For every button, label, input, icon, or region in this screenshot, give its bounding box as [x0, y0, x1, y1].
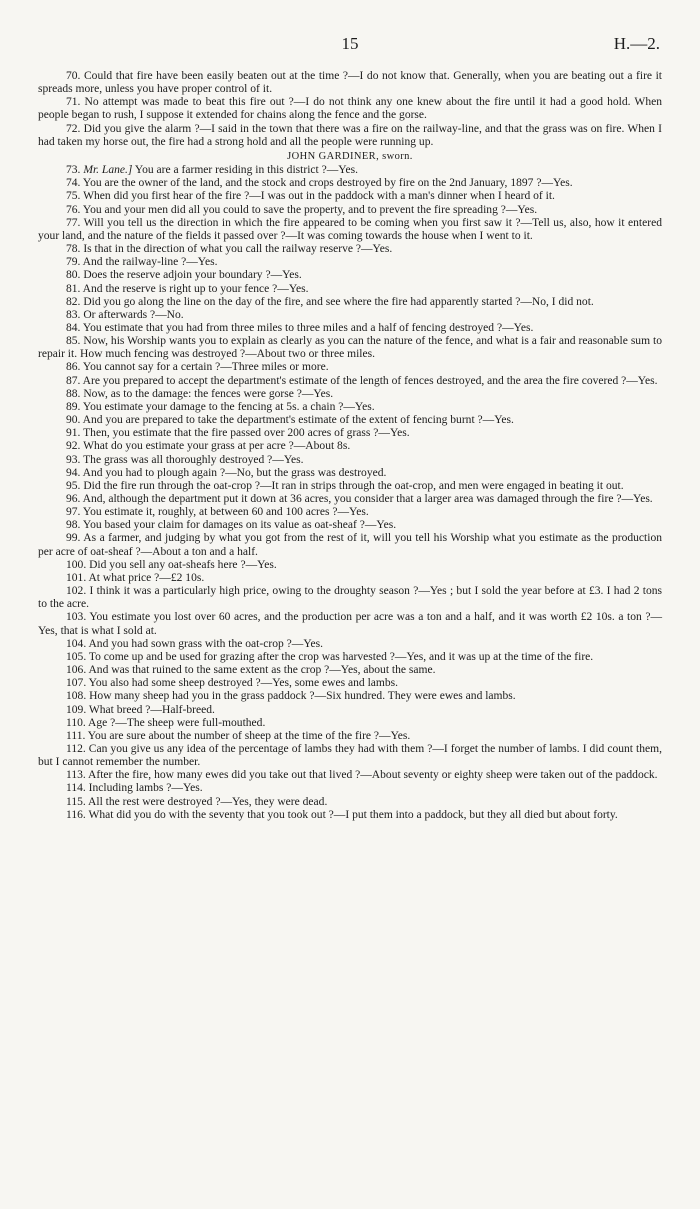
page-number: 15 — [341, 34, 359, 53]
question-answer-paragraph: 79. And the railway-line ?—Yes. — [66, 256, 218, 269]
question-answer-paragraph: 113. After the fire, how many ewes did you take out that lived ?—About seventy or eighty sheep were taken out of the paddock. — [66, 769, 658, 782]
question-answer-paragraph: 112. Can you give us any idea of the percentage of lambs they had with them ?—I forget the number of lambs. I did count them, but I cannot remember the number. — [38, 742, 662, 769]
question-answer-paragraph: 76. You and your men did all you could to save the property, and to prevent the fire spreading ?—Yes. — [66, 203, 538, 216]
question-answer-paragraph: 72. Did you give the alarm ?—I said in the town that there was a fire on the railway-line, and that the grass was on fire. When I had taken my horse out, the fire had a strong hold and all the people were running up. — [38, 122, 662, 148]
question-answer-paragraph: 93. The grass was all thoroughly destroyed ?—Yes. — [66, 453, 304, 466]
question-answer-paragraph: 111. You are sure about the number of sheep at the time of the fire ?—Yes. — [66, 729, 411, 742]
question-answer-paragraph: 85. Now, his Worship wants you to explain as clearly as you can the nature of the fence, and what is a fair and reasonable sum to repair it. How much fencing was destroyed ?—About two or three miles. — [38, 335, 662, 361]
question-answer-paragraph: 74. You are the owner of the land, and the stock and crops destroyed by fire on the 2nd January, 1897 ?—Yes. — [66, 177, 573, 190]
question-answer-paragraph: 88. Now, as to the damage: the fences were gorse ?—Yes. — [66, 387, 334, 400]
question-answer-paragraph: 92. What do you estimate your grass at per acre ?—About 8s. — [66, 440, 351, 453]
question-73 — [38, 164, 662, 177]
question-answer-paragraph: 116. What did you do with the seventy that you took out ?—I put them into a paddock, but they all died but about forty. — [66, 808, 618, 821]
question-answer-paragraph: 109. What breed ?—Half-breed. — [66, 703, 215, 716]
question-answer-paragraph: 80. Does the reserve adjoin your boundary ?—Yes. — [66, 269, 302, 282]
question-answer-paragraph: 75. When did you first hear of the fire ?—I was out in the paddock with a man's dinner when I heard of it. — [66, 190, 555, 203]
question-answer-paragraph: 100. Did you sell any oat-sheafs here ?—Yes. — [66, 558, 277, 571]
question-answer-paragraph: 107. You also had some sheep destroyed ?—Yes, some ewes and lambs. — [66, 677, 399, 690]
question-answer-paragraph: 98. You based your claim for damages on its value as oat-sheaf ?—Yes. — [66, 519, 397, 532]
evidence-text — [38, 70, 662, 822]
question-answer-paragraph: 96. And, although the department put it down at 36 acres, you consider that a larger area was damaged through the fire ?—Yes. — [66, 493, 653, 505]
question-answer-paragraph: 70. Could that fire have been easily beaten out at the time ?—I do not know that. Generally, when you are beating out a fire it spreads more, unless you have proper control of it. — [38, 70, 662, 96]
question-text: You are a farmer residing in this district ?—Yes. — [134, 164, 358, 177]
question-answer-paragraph: 95. Did the fire run through the oat-crop ?—It ran in strips through the oat-crop, and men were engaged in beating it out. — [66, 479, 624, 492]
paragraph-group-b — [38, 177, 662, 822]
question-answer-paragraph: 82. Did you go along the line on the day of the fire, and see where the fire had apparently started ?—No, I did not. — [66, 295, 594, 308]
question-answer-paragraph: 99. As a farmer, and judging by what you got from the rest of it, will you tell his Worship what you estimate as the production per acre of oat-sheaf ?—About a ton and a half. — [38, 532, 662, 558]
question-answer-paragraph: 106. And was that ruined to the same extent as the crop ?—Yes, about the same. — [66, 664, 436, 677]
question-answer-paragraph: 89. You estimate your damage to the fencing at 5s. a chain ?—Yes. — [66, 400, 375, 413]
question-answer-paragraph: 78. Is that in the direction of what you call the railway reserve ?—Yes. — [66, 243, 393, 256]
question-answer-paragraph: 71. No attempt was made to beat this fire out ?—I do not think any one knew about the fire until it had a good hold. When people began to rush, I suppose it extended for chains along the fence and the gorse. — [38, 96, 662, 122]
speaker-label: Mr. Lane.] — [83, 164, 133, 177]
question-answer-paragraph: 101. At what price ?—£2 10s. — [66, 571, 205, 584]
question-answer-paragraph: 81. And the reserve is right up to your fence ?—Yes. — [66, 282, 309, 295]
question-answer-paragraph: 77. Will you tell us the direction in which the fire appeared to be coming when you first saw it ?—Tell us, also, how it entered your land, and the nature of the fields it passed over ?—It was coming towards the house when I went to it. — [38, 216, 662, 242]
question-answer-paragraph: 90. And you are prepared to take the department's estimate of the extent of fencing burnt ?—Yes. — [66, 414, 514, 427]
question-answer-paragraph: 114. Including lambs ?—Yes. — [66, 782, 203, 795]
question-answer-paragraph: 87. Are you prepared to accept the department's estimate of the length of fences destroyed, and the area the fire covered ?—Yes. — [66, 374, 658, 387]
question-answer-paragraph: 84. You estimate that you had from three miles to three miles and a half of fencing destroyed ?—Yes. — [66, 321, 534, 334]
question-number: 73. — [66, 164, 81, 177]
question-answer-paragraph: 105. To come up and be used for grazing after the crop was harvested ?—Yes, and it was up at the time of the fire. — [66, 650, 594, 663]
question-answer-paragraph: 110. Age ?—The sheep were full-mouthed. — [66, 716, 266, 729]
question-answer-paragraph: 91. Then, you estimate that the fire passed over 200 acres of grass ?—Yes. — [66, 427, 410, 440]
question-answer-paragraph: 104. And you had sown grass with the oat-crop ?—Yes. — [66, 637, 324, 650]
question-answer-paragraph: 83. Or afterwards ?—No. — [66, 308, 184, 321]
question-answer-paragraph: 102. I think it was a particularly high price, owing to the droughty season ?—Yes ; but I sold the year before at £3. I had 2 tons to the acre. — [38, 585, 662, 611]
question-answer-paragraph: 97. You estimate it, roughly, at between 60 and 100 acres ?—Yes. — [66, 506, 369, 519]
question-answer-paragraph: 108. How many sheep had you in the grass paddock ?—Six hundred. They were ewes and lambs. — [66, 690, 516, 703]
question-answer-paragraph: 115. All the rest were destroyed ?—Yes, they were dead. — [66, 795, 328, 808]
document-reference: H.—2. — [613, 34, 660, 53]
page-header — [38, 34, 662, 70]
question-answer-paragraph: 86. You cannot say for a certain ?—Three miles or more. — [66, 361, 329, 374]
question-answer-paragraph: 94. And you had to plough again ?—No, but the grass was destroyed. — [66, 466, 387, 479]
paragraph-group-a — [38, 70, 662, 149]
witness-heading: JOHN GARDINER, sworn. — [287, 150, 413, 162]
question-answer-paragraph: 103. You estimate you lost over 60 acres, and the production per acre was a ton and a half, and it was worth £2 10s. a ton ?—Yes, that is what I sold at. — [38, 611, 662, 637]
